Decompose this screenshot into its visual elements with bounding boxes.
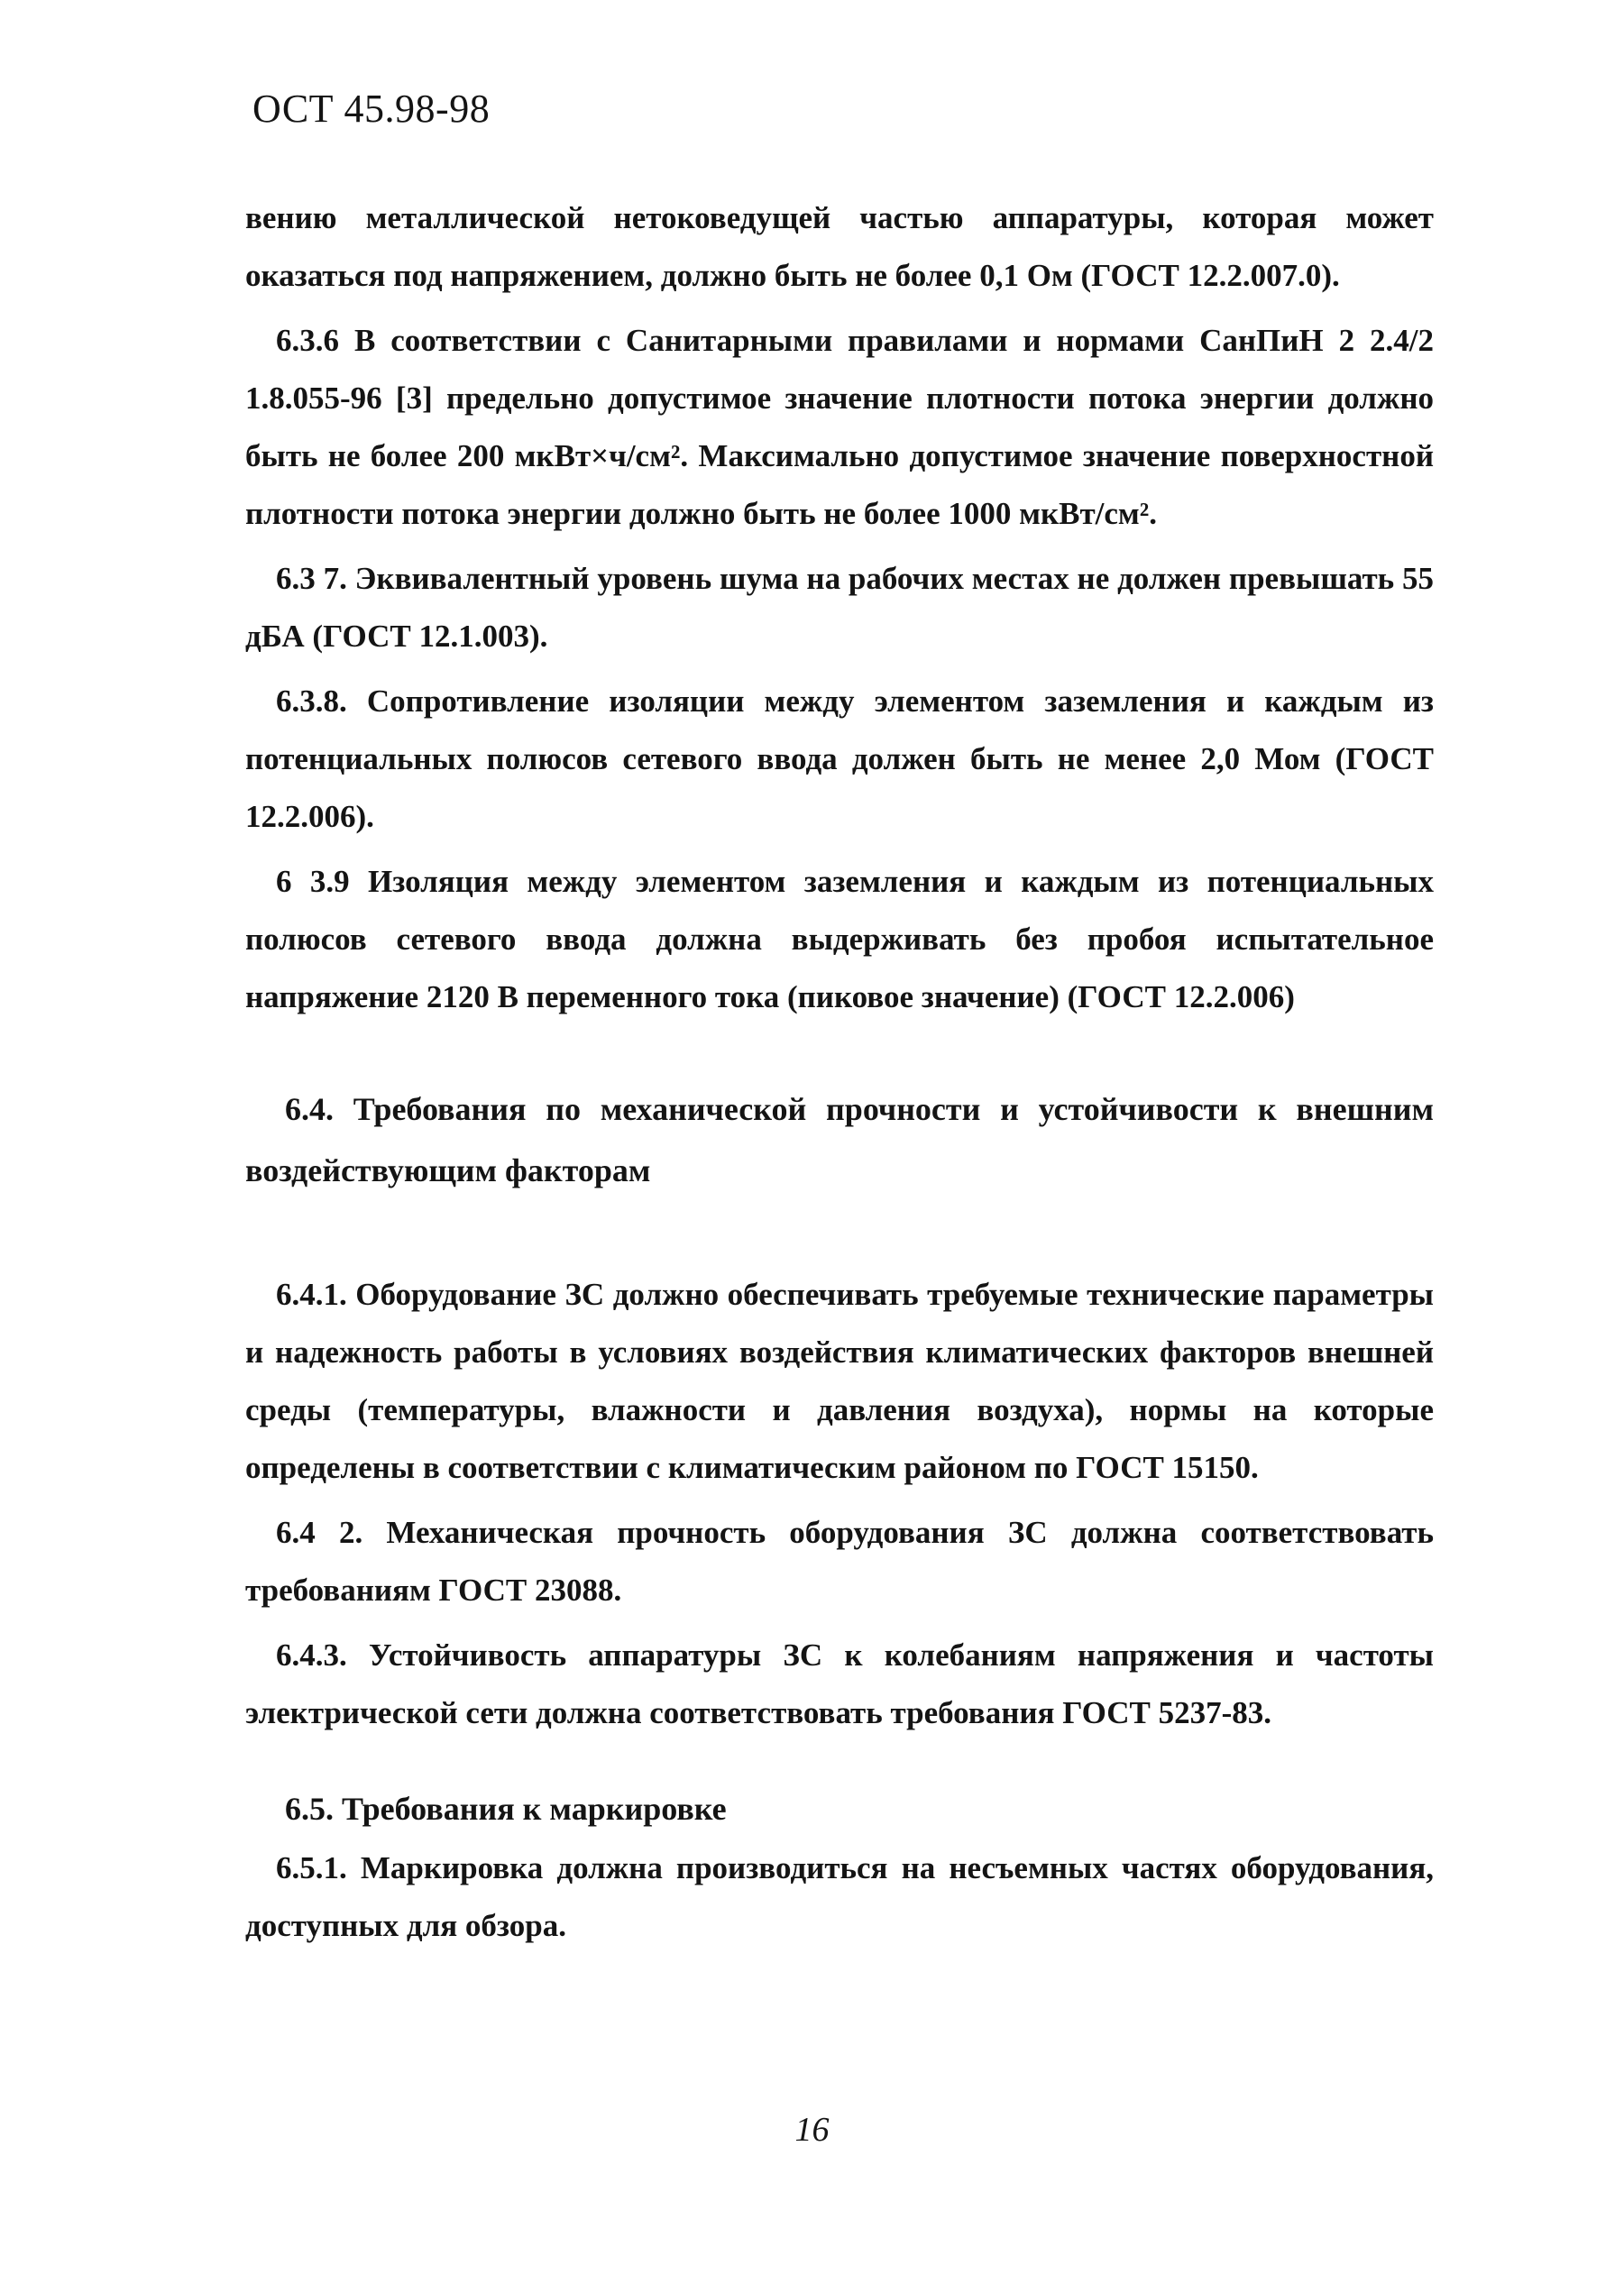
paragraph-6-3-8: 6.3.8. Сопротивление изоляции между элементом заземления и каждым из потенциальных полюсов сетевого ввода должен быть не менее 2,0 Мом (ГОСТ 12.2.006). <box>245 683 1434 834</box>
paragraph-6-3-9: 6 3.9 Изоляция между элементом заземления и каждым из потенциальных полюсов сетевого ввода должна выдерживать без пробоя испытательное напряжение 2120 В переменного тока (пиковое значение) (ГОСТ 12.2.006) <box>245 864 1434 1014</box>
paragraph-6-3-7: 6.3 7. Эквивалентный уровень шума на рабочих местах не должен превышать 55 дБА (ГОСТ 12.1.003). <box>245 561 1434 654</box>
paragraph-6-4-1: 6.4.1. Оборудование ЗС должно обеспечивать требуемые технические параметры и надежность работы в условиях воздействия климатических факторов внешней среды (температуры, влажности и давления воздуха), нормы на которые определены в соответствии с климатическим районом по ГОСТ 15150. <box>245 1277 1434 1485</box>
document-body <box>245 189 1434 1962</box>
paragraph-6-4-2: 6.4 2. Механическая прочность оборудования ЗС должна соответствовать требованиям ГОСТ 23088. <box>245 1515 1434 1608</box>
section-heading-6-4: 6.4. Требования по механической прочности и устойчивости к внешним воздействующим факторам <box>245 1091 1434 1188</box>
paragraph-6-4-3: 6.4.3. Устойчивость аппаратуры ЗС к колебаниям напряжения и частоты электрической сети должна соответствовать требования ГОСТ 5237-83. <box>245 1637 1434 1730</box>
paragraph-6-5-1: 6.5.1. Маркировка должна производиться на несъемных частях оборудования, доступных для обзора. <box>245 1850 1434 1943</box>
section-heading-6-5: 6.5. Требования к маркировке <box>285 1791 727 1827</box>
document-code-header: ОСТ 45.98-98 <box>252 87 491 131</box>
paragraph-continuation: вению металлической нетоковедущей частью аппаратуры, которая может оказаться под напряжением, должно быть не более 0,1 Ом (ГОСТ 12.2.007.0). <box>245 200 1434 293</box>
page-number: 16 <box>794 2111 830 2149</box>
paragraph-6-3-6: 6.3.6 В соответствии с Санитарными правилами и нормами СанПиН 2 2.4/2 1.8.055-96 [3] предельно допустимое значение плотности потока энергии должно быть не более 200 мкВт×ч/см². Максимально допустимое значение поверхностной плотности потока энергии должно быть не более 1000 мкВт/см². <box>245 323 1434 531</box>
